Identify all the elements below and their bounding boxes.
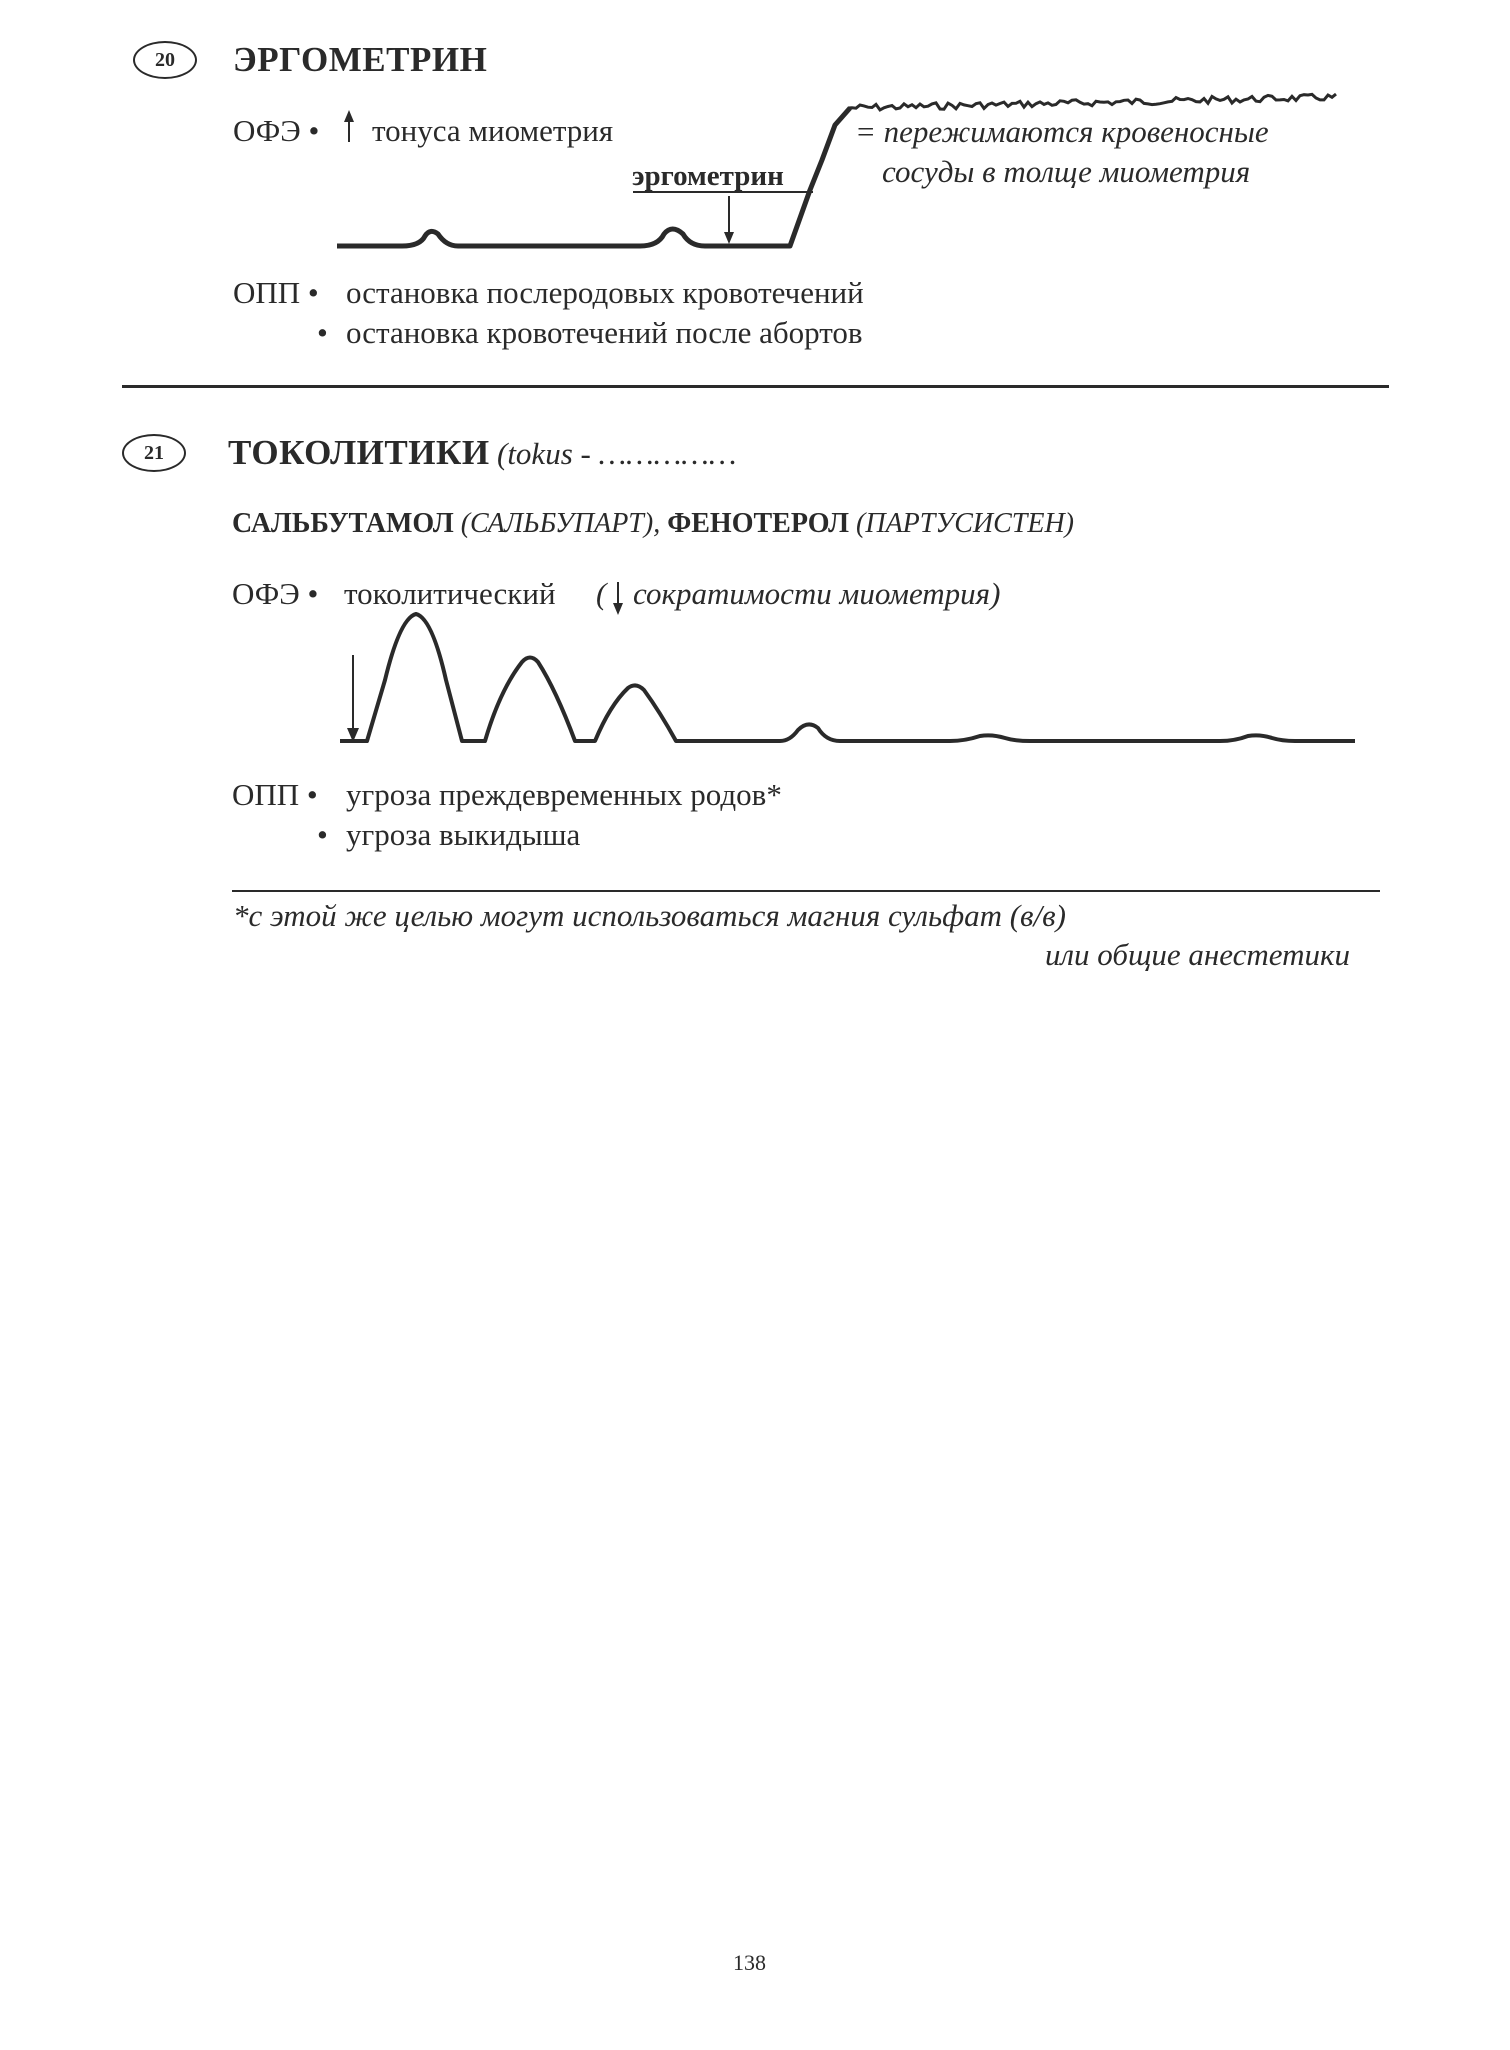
page-number: 138 bbox=[733, 1950, 766, 1975]
section-21-ofe-paren: ( bbox=[596, 576, 607, 611]
section-20-opp-bullet-2: • bbox=[317, 315, 328, 350]
section-21-title: ТОКОЛИТИКИ bbox=[228, 433, 490, 472]
section-number-20-text: 20 bbox=[155, 48, 175, 71]
drug-salbutamol-alt: (САЛЬБУПАРТ), bbox=[460, 508, 661, 539]
drug-salbutamol: САЛЬБУТАМОЛ bbox=[232, 508, 454, 539]
drug-fenoterol: ФЕНОТЕРОЛ bbox=[667, 508, 850, 539]
section-21-ofe-label: ОФЭ • bbox=[232, 576, 319, 611]
section-21-opp-item-2: угроза выкидыша bbox=[346, 817, 581, 852]
section-20-note-line1: = пережимаются кровеносные bbox=[855, 114, 1269, 149]
footnote-line-1: *с этой же целью могут использоваться магния сульфат (в/в) bbox=[233, 898, 1066, 933]
section-21-ofe-italic: сократимости миометрия) bbox=[633, 576, 1001, 611]
section-21-opp-item-1: угроза преждевременных родов* bbox=[346, 777, 782, 812]
drug-fenoterol-alt: (ПАРТУСИСТЕН) bbox=[856, 508, 1074, 539]
section-21-opp-bullet-2: • bbox=[317, 817, 328, 852]
section-20-opp-item-2: остановка кровотечений после абортов bbox=[346, 315, 863, 350]
section-20-opp-item-1: остановка послеродовых кровотечений bbox=[346, 275, 864, 310]
section-21-title-suffix: (tokus - …………… bbox=[497, 436, 737, 471]
footnote-line-2: или общие анестетики bbox=[1045, 937, 1350, 972]
section-20-ofe-label: ОФЭ • bbox=[233, 113, 320, 148]
section-20-title: ЭРГОМЕТРИН bbox=[233, 40, 488, 79]
graph-label-ergometrine: эргометрин bbox=[632, 160, 784, 192]
section-number-21-text: 21 bbox=[144, 441, 164, 464]
section-20-opp-label: ОПП • bbox=[233, 275, 319, 310]
section-21-ofe-text: токолитический bbox=[344, 576, 556, 611]
section-20-ofe-text: тонуса миометрия bbox=[372, 113, 614, 148]
footnote-rule bbox=[232, 890, 1380, 892]
section-20-note-line2: сосуды в толще миометрия bbox=[882, 154, 1251, 189]
section-21-opp-label: ОПП • bbox=[232, 777, 318, 812]
